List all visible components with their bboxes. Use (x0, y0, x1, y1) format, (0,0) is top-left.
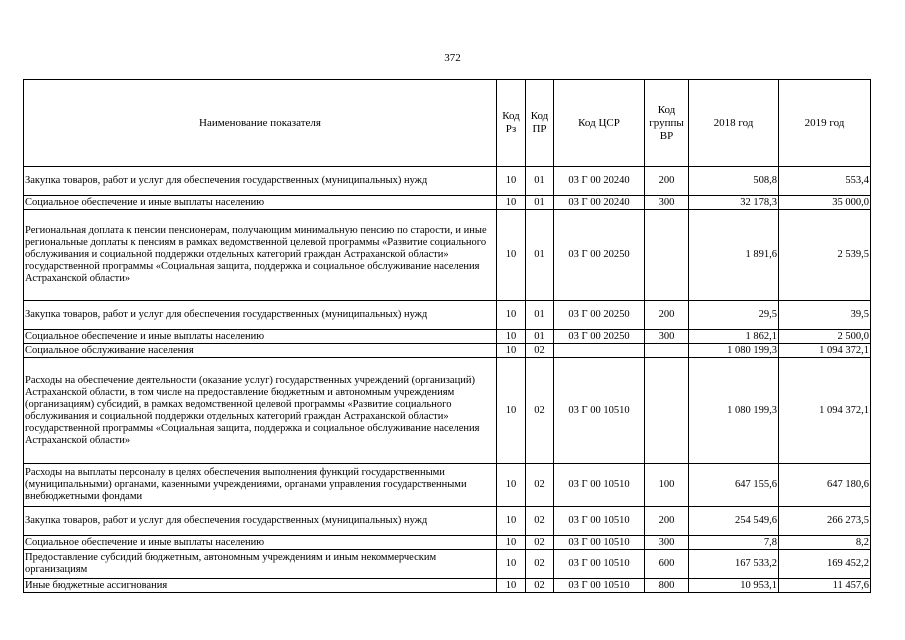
row-2018: 1 891,6 (689, 210, 779, 301)
header-2019: 2019 год (779, 80, 871, 167)
row-pr: 01 (526, 330, 554, 344)
row-2018: 254 549,6 (689, 507, 779, 536)
row-rz: 10 (497, 167, 526, 196)
row-csr: 03 Г 00 20240 (554, 196, 645, 210)
row-name: Расходы на обеспечение деятельности (оказание услуг) государственных учреждений (организаций) Астраханской области, в том числе на предоставление бюджетным и автономным учреждениям (организациям) субсидий, в рамках ведомственной целевой программы «Развитие социального обслуживания и социальной поддержки отдельных категорий граждан Астраханской области» государственной программы «Социальная защита, поддержка и социальное обслуживание населения Астраханской области» (24, 358, 497, 464)
table-row (24, 507, 871, 536)
row-name: Социальное обеспечение и иные выплаты населению (24, 536, 497, 550)
row-2019: 169 452,2 (779, 550, 871, 579)
table-row (24, 167, 871, 196)
row-rz: 10 (497, 344, 526, 358)
table-row (24, 344, 871, 358)
row-csr: 03 Г 00 20250 (554, 301, 645, 330)
row-pr: 02 (526, 507, 554, 536)
row-vr (645, 358, 689, 464)
row-name: Социальное обеспечение и иные выплаты населению (24, 330, 497, 344)
row-2018: 647 155,6 (689, 464, 779, 507)
row-2019: 266 273,5 (779, 507, 871, 536)
row-csr: 03 Г 00 10510 (554, 579, 645, 593)
row-name: Закупка товаров, работ и услуг для обеспечения государственных (муниципальных) нужд (24, 167, 497, 196)
row-csr: 03 Г 00 20240 (554, 167, 645, 196)
row-name: Закупка товаров, работ и услуг для обеспечения государственных (муниципальных) нужд (24, 507, 497, 536)
table-row (24, 210, 871, 301)
row-2019: 35 000,0 (779, 196, 871, 210)
table-row (24, 196, 871, 210)
header-name: Наименование показателя (24, 80, 497, 167)
row-2019: 39,5 (779, 301, 871, 330)
row-csr: 03 Г 00 20250 (554, 210, 645, 301)
row-2019: 1 094 372,1 (779, 358, 871, 464)
row-csr: 03 Г 00 10510 (554, 536, 645, 550)
row-2019: 647 180,6 (779, 464, 871, 507)
table-row (24, 330, 871, 344)
row-pr: 02 (526, 464, 554, 507)
header-rz: Код Рз (497, 80, 526, 167)
budget-table (23, 79, 871, 593)
row-csr: 03 Г 00 10510 (554, 358, 645, 464)
row-pr: 01 (526, 210, 554, 301)
row-pr: 01 (526, 196, 554, 210)
row-name: Социальное обслуживание населения (24, 344, 497, 358)
row-2018: 1 080 199,3 (689, 344, 779, 358)
row-pr: 02 (526, 579, 554, 593)
row-name: Закупка товаров, работ и услуг для обеспечения государственных (муниципальных) нужд (24, 301, 497, 330)
row-pr: 02 (526, 358, 554, 464)
row-rz: 10 (497, 579, 526, 593)
page-number: 372 (444, 52, 461, 64)
row-csr: 03 Г 00 10510 (554, 507, 645, 536)
table-row (24, 464, 871, 507)
row-2018: 508,8 (689, 167, 779, 196)
table-row (24, 301, 871, 330)
row-rz: 10 (497, 464, 526, 507)
table-row (24, 579, 871, 593)
row-csr: 03 Г 00 20250 (554, 330, 645, 344)
row-vr: 300 (645, 196, 689, 210)
row-rz: 10 (497, 330, 526, 344)
row-vr: 100 (645, 464, 689, 507)
row-rz: 10 (497, 196, 526, 210)
row-vr: 200 (645, 301, 689, 330)
row-vr: 600 (645, 550, 689, 579)
row-pr: 02 (526, 344, 554, 358)
row-rz: 10 (497, 536, 526, 550)
row-2018: 29,5 (689, 301, 779, 330)
row-name: Расходы на выплаты персоналу в целях обеспечения выполнения функций государственными (муниципальными) органами, казенными учреждениями, органами управления государственными внебюджетными фондами (24, 464, 497, 507)
row-pr: 01 (526, 167, 554, 196)
row-vr (645, 344, 689, 358)
row-2019: 2 500,0 (779, 330, 871, 344)
row-vr: 300 (645, 330, 689, 344)
row-rz: 10 (497, 301, 526, 330)
row-2018: 1 080 199,3 (689, 358, 779, 464)
row-2019: 11 457,6 (779, 579, 871, 593)
row-vr: 300 (645, 536, 689, 550)
row-2018: 10 953,1 (689, 579, 779, 593)
row-2019: 1 094 372,1 (779, 344, 871, 358)
row-2019: 553,4 (779, 167, 871, 196)
row-csr: 03 Г 00 10510 (554, 464, 645, 507)
header-row (24, 80, 871, 167)
row-rz: 10 (497, 358, 526, 464)
row-name: Предоставление субсидий бюджетным, автономным учреждениям и иным некоммерческим организациям (24, 550, 497, 579)
row-pr: 01 (526, 301, 554, 330)
row-2019: 2 539,5 (779, 210, 871, 301)
table-row (24, 550, 871, 579)
table-row (24, 358, 871, 464)
row-csr (554, 344, 645, 358)
row-rz: 10 (497, 507, 526, 536)
header-csr: Код ЦСР (554, 80, 645, 167)
header-2018: 2018 год (689, 80, 779, 167)
row-2018: 167 533,2 (689, 550, 779, 579)
row-vr (645, 210, 689, 301)
row-pr: 02 (526, 550, 554, 579)
row-name: Социальное обеспечение и иные выплаты населению (24, 196, 497, 210)
table-body (24, 167, 871, 593)
row-vr: 200 (645, 167, 689, 196)
row-2018: 32 178,3 (689, 196, 779, 210)
table-header (24, 80, 871, 167)
row-2018: 7,8 (689, 536, 779, 550)
row-csr: 03 Г 00 10510 (554, 550, 645, 579)
header-vr: Код группы ВР (645, 80, 689, 167)
row-2019: 8,2 (779, 536, 871, 550)
row-name: Региональная доплата к пенсии пенсионерам, получающим минимальную пенсию по старости, и иные региональные доплаты к пенсиям в рамках ведомственной целевой программы «Развитие социального обслуживания и социальной поддержки отдельных категорий граждан Астраханской области» государственной программы «Социальная защита, поддержка и социальное обслуживание населения Астраханской области» (24, 210, 497, 301)
row-pr: 02 (526, 536, 554, 550)
table-row (24, 536, 871, 550)
header-pr: Код ПР (526, 80, 554, 167)
row-2018: 1 862,1 (689, 330, 779, 344)
row-vr: 800 (645, 579, 689, 593)
row-rz: 10 (497, 210, 526, 301)
row-rz: 10 (497, 550, 526, 579)
row-name: Иные бюджетные ассигнования (24, 579, 497, 593)
row-vr: 200 (645, 507, 689, 536)
